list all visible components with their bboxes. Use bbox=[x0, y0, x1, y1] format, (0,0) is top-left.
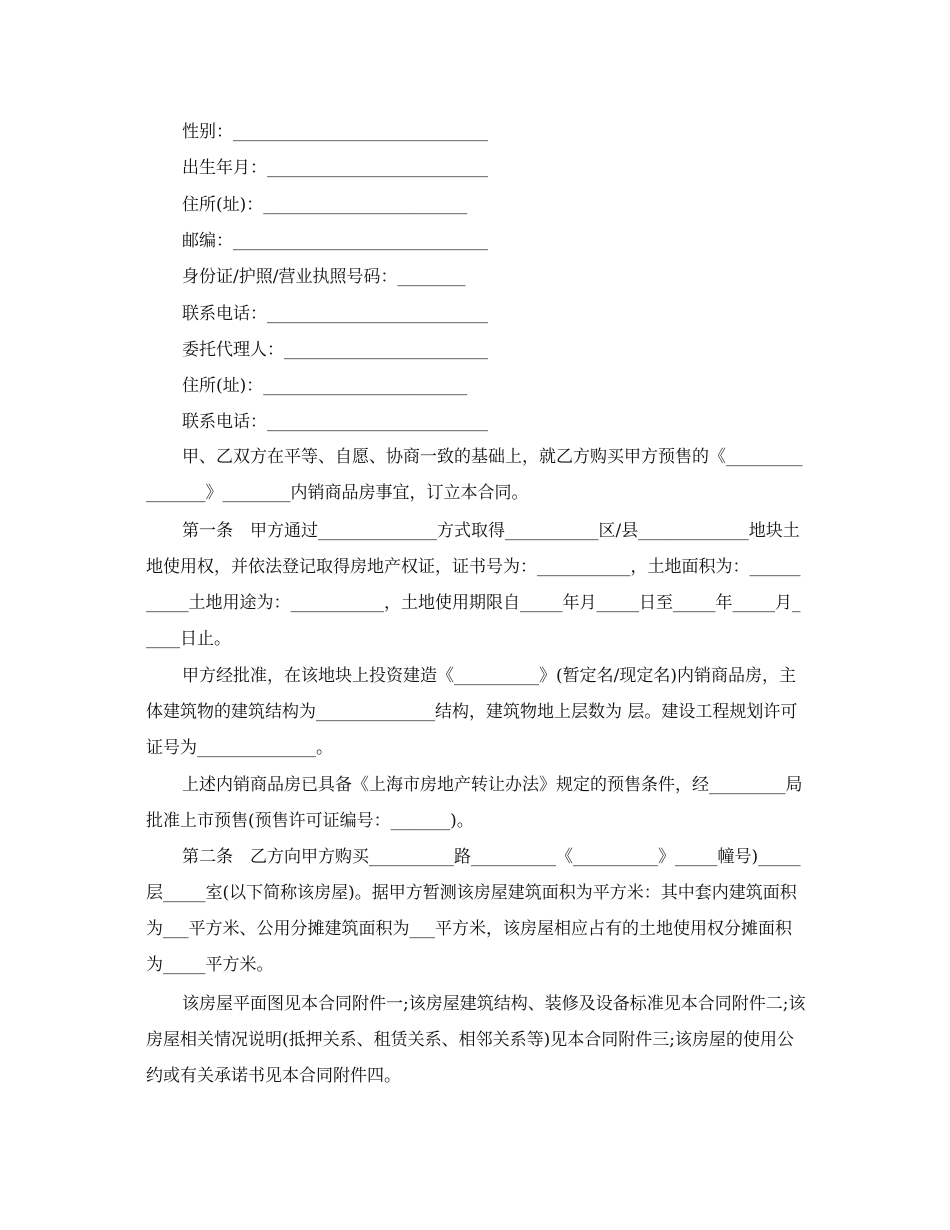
birth-date-field: 出生年月：__________________________ bbox=[182, 158, 488, 178]
attachments-paragraph: 该房屋平面图见本合同附件一;该房屋建筑结构、装修及设备标准见本合同附件二;该房屋相关情况说明(抵押关系、租赁关系、相邻关系等)见本合同附件三;该房屋的使用公约或有关承诺书见本合同附件四。 bbox=[146, 994, 806, 1086]
preamble-paragraph: 甲、乙双方在平等、自愿、协商一致的基础上，就乙方购买甲方预售的《________________》________内销商品房事宜，订立本合同。 bbox=[146, 447, 803, 503]
agent-phone-field: 联系电话：__________________________ bbox=[182, 412, 488, 432]
postcode-field: 邮编：______________________________ bbox=[182, 231, 488, 251]
gender-field: 性别：______________________________ bbox=[182, 122, 488, 142]
article-one-paragraph: 第一条 甲方通过______________方式取得___________区/县_____________地块土地使用权，并依法登记取得房地产权证，证书号为：___________，土地面积为：___________土地用途为：___________，土地使用期限自_____年月_____日至_____年_____月_____日止。 bbox=[146, 521, 801, 649]
construction-paragraph: 甲方经批准，在该地块上投资建造《__________》(暂定名/现定名)内销商品房，主体建筑物的建筑结构为______________结构，建筑物地上层数为 层。建设工程规划许可证号为______________。 bbox=[146, 666, 798, 758]
agent-field: 委托代理人：________________________ bbox=[182, 340, 488, 360]
agent-address-field: 住所(址)：________________________ bbox=[182, 376, 468, 396]
article-two-paragraph: 第二条 乙方向甲方购买__________路__________《__________》_____幢号)_____层_____室(以下简称该房屋)。据甲方暂测该房屋建筑面积为平方米：其中套内建筑面积为___平方米、公用分摊建筑面积为___平方米，该房屋相应占有的土地使用权分摊面积为_____平方米。 bbox=[146, 847, 801, 975]
address-field: 住所(址)：________________________ bbox=[182, 195, 468, 215]
id-number-field: 身份证/护照/营业执照号码：________ bbox=[182, 267, 466, 287]
phone-field: 联系电话：__________________________ bbox=[182, 304, 488, 324]
presale-paragraph: 上述内销商品房已具备《上海市房地产转让办法》规定的预售条件，经_________局批准上市预售(预售许可证编号：_______)。 bbox=[146, 775, 803, 831]
